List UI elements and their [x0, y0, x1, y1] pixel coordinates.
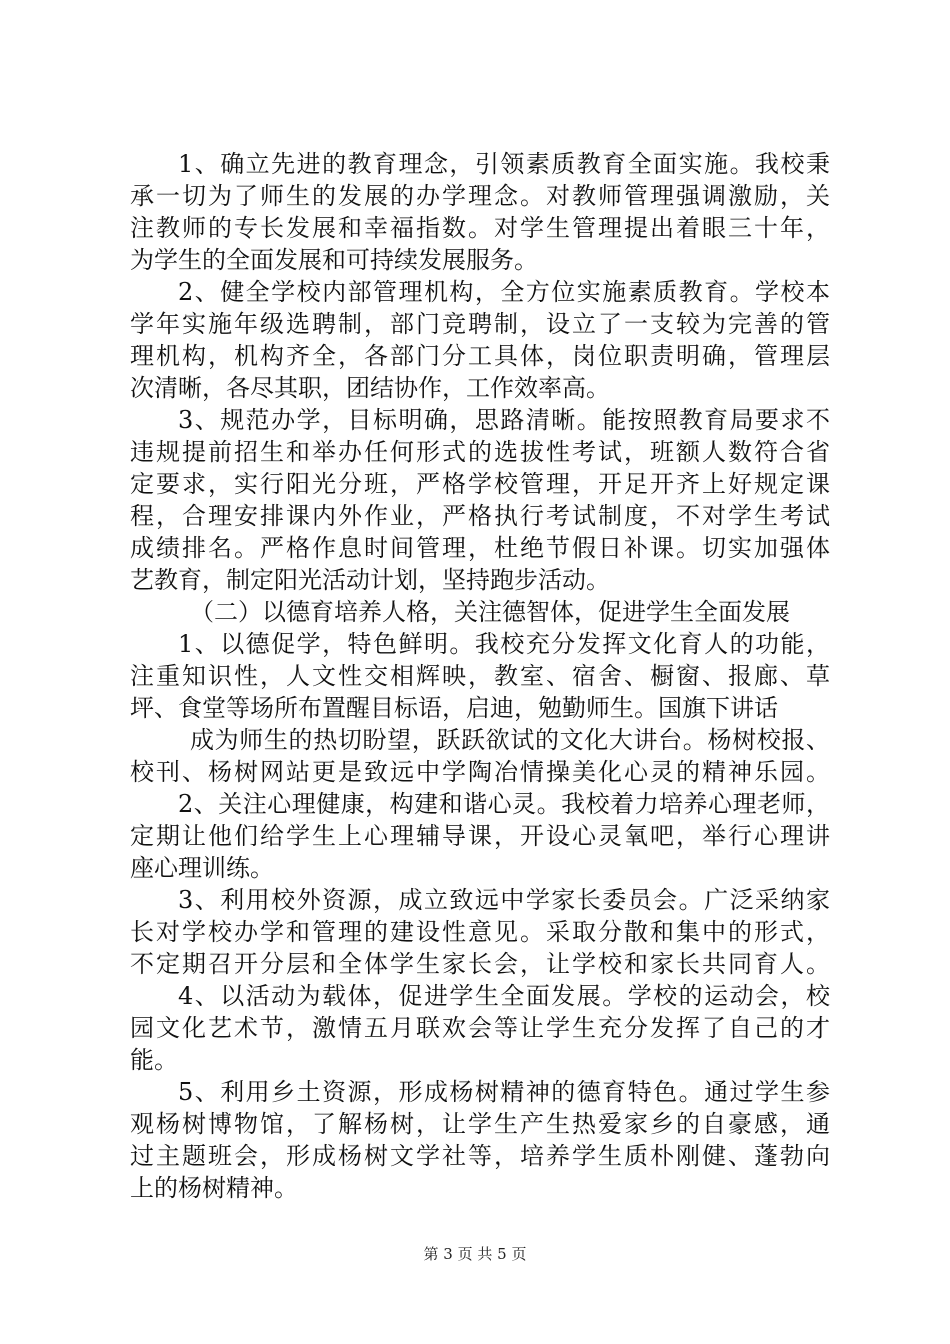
text-line: 1、以德促学，特色鲜明。我校充分发挥文化育人的功能，: [178, 630, 830, 658]
text-line: 观杨树博物馆，了解杨树，让学生产生热爱家乡的自豪感，通: [130, 1110, 830, 1138]
text-line: 承一切为了师生的发展的办学理念。对教师管理强调激励，关: [130, 182, 830, 210]
text-line: 2、健全学校内部管理机构，全方位实施素质教育。学校本: [178, 278, 830, 306]
text-line: 座心理训练。: [130, 854, 274, 882]
text-line: 理机构，机构齐全，各部门分工具体，岗位职责明确，管理层: [130, 342, 830, 370]
text-line: 长对学校办学和管理的建设性意见。采取分散和集中的形式，: [130, 918, 830, 946]
text-line: 程，合理安排课内外作业，严格执行考试制度，不对学生考试: [130, 502, 830, 530]
text-line: 成绩排名。严格作息时间管理，杜绝节假日补课。切实加强体: [130, 534, 830, 562]
text-line: 3、规范办学，目标明确，思路清晰。能按照教育局要求不: [178, 406, 830, 434]
page-footer: 第 3 页 共 5 页: [423, 1245, 527, 1263]
text-line: 为学生的全面发展和可持续发展服务。: [130, 246, 538, 274]
text-line: 违规提前招生和举办任何形式的选拔性考试，班额人数符合省: [130, 438, 830, 466]
text-line: 上的杨树精神。: [130, 1174, 298, 1202]
document-body: [130, 148, 830, 1204]
text-line: （二）以德育培养人格，关注德智体，促进学生全面发展: [190, 598, 790, 626]
text-line: 4、以活动为载体，促进学生全面发展。学校的运动会，校: [178, 982, 830, 1010]
text-line: 注重知识性，人文性交相辉映，教室、宿舍、橱窗、报廊、草: [130, 662, 830, 690]
text-line: 校刊、杨树网站更是致远中学陶冶情操美化心灵的精神乐园。: [130, 758, 830, 786]
text-line: 艺教育，制定阳光活动计划，坚持跑步活动。: [130, 566, 610, 594]
text-line: 能。: [130, 1046, 178, 1074]
text-line: 注教师的专长发展和幸福指数。对学生管理提出着眼三十年，: [130, 214, 830, 242]
text-line: 定要求，实行阳光分班，严格学校管理，开足开齐上好规定课: [130, 470, 830, 498]
text-line: 次清晰，各尽其职，团结协作，工作效率高。: [130, 374, 610, 402]
text-line: 1、确立先进的教育理念，引领素质教育全面实施。我校秉: [178, 150, 830, 178]
text-line: 2、关注心理健康，构建和谐心灵。我校着力培养心理老师，: [178, 790, 830, 818]
text-line: 定期让他们给学生上心理辅导课，开设心灵氧吧，举行心理讲: [130, 822, 830, 850]
text-line: 园文化艺术节，激情五月联欢会等让学生充分发挥了自己的才: [130, 1014, 830, 1042]
text-line: 坪、食堂等场所布置醒目标语，启迪，勉勤师生。国旗下讲话: [130, 694, 778, 722]
text-line: 学年实施年级选聘制，部门竞聘制，设立了一支较为完善的管: [130, 310, 830, 338]
text-line: 过主题班会，形成杨树文学社等，培养学生质朴刚健、蓬勃向: [130, 1142, 830, 1170]
text-line: 5、利用乡土资源，形成杨树精神的德育特色。通过学生参: [178, 1078, 830, 1106]
text-line: 成为师生的热切盼望，跃跃欲试的文化大讲台。杨树校报、: [190, 726, 830, 754]
text-line: 3、利用校外资源，成立致远中学家长委员会。广泛采纳家: [178, 886, 830, 914]
text-line: 不定期召开分层和全体学生家长会，让学校和家长共同育人。: [130, 950, 830, 978]
